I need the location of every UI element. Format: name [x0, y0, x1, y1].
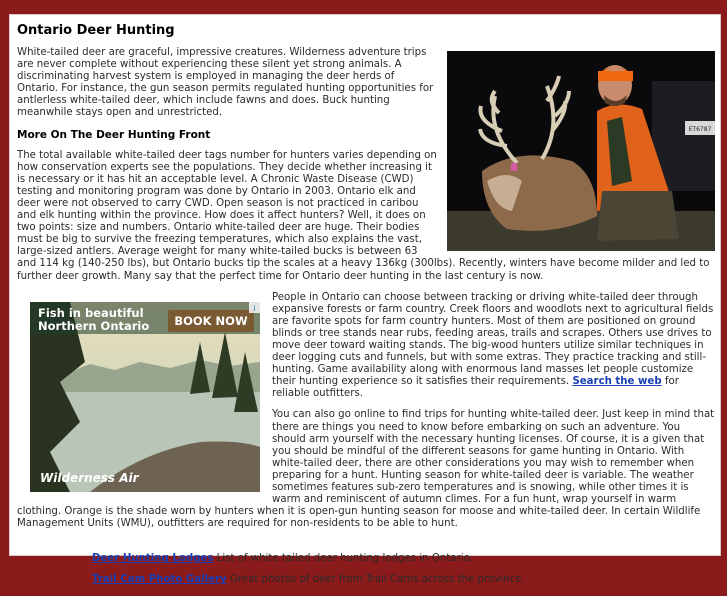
online-trips-paragraph: You can also go online to find trips for hunting white-tailed deer. Just keep in mind that there are things you need to know before embarking on such an adventure. You should arm yourself with the necessary hunting licenses. Of course, it is a given that you should be mindful of the different seasons for game hunting in Ontario. With white-tailed deer, there are other considerations you may wish to remember when preparing for a hunt. Hunting season for white-tailed deer is variable. The weather sometimes features sub-zero temperatures and is snowing, while other times it is warm and reminiscent of autumn climes. For a fun hunt, wrap yourself in warm clothing. Orange is the shade worn by hunters when it is open-gun hunting season for moose and white-tailed deer. In certain Wildlife Management Units (WMU), outfitters are required for non-residents to be able to hunt.: [17, 409, 715, 530]
ad-headline-1: Fish in beautiful: [38, 305, 144, 320]
ad-logo: Wilderness Air: [40, 470, 139, 485]
ad-headline-2: Northern Ontario: [38, 318, 150, 333]
related-link-item: Deer Hunting Lodges List of white tailed deer hunting lodges in Ontario.: [92, 553, 473, 565]
section-heading: More On The Deer Hunting Front: [17, 128, 211, 141]
ad-info-icon[interactable]: i: [253, 303, 256, 313]
hunter-deer-photo: [447, 51, 715, 251]
page-title: Ontario Deer Hunting: [17, 23, 175, 38]
license-plate-text: ET6787: [688, 126, 712, 133]
wilderness-air-ad[interactable]: [30, 302, 260, 492]
intro-paragraph: White-tailed deer are graceful, impressive creatures. Wilderness adventure trips are never complete without experiencing these silent yet strong animals. A discriminating harvest system is employed in managing the deer herds of Ontario. For instance, the gun season permits regulated hunting opportunities for antlerless white-tailed deer, which include fawns and does. Buck hunting meanwhile stays open and unrestricted.: [17, 47, 434, 119]
page-container: [9, 14, 721, 586]
search-web-link[interactable]: Search the web: [572, 376, 662, 388]
related-links: [17, 553, 715, 586]
related-link-item: Trail Cam Photo Gallery Great photos of deer from Trail Cams across the province.: [92, 574, 525, 586]
article: [17, 23, 715, 596]
deer-hunting-lodges-link[interactable]: Deer Hunting Lodges: [92, 553, 214, 565]
trail-cam-gallery-link[interactable]: Trail Cam Photo Gallery: [92, 574, 227, 586]
book-now-label[interactable]: BOOK NOW: [174, 313, 248, 328]
tracking-paragraph: People in Ontario can choose between tracking or driving white-tailed deer through expansive forests or farm country. Creek floors and woodlots next to agricultural fields are favorite spots for farm country hunters. Most of them are positioned on ground blinds or tree stands near rubs, feeding areas, trails and scrapes. Others use drives to move deer toward waiting stands. The big-wood hunters utilize similar techniques in deer logging cuts and funnels, but with some extras. They practice tracking and still-hunting. Game availability along with enormous land masses let people customize their hunting experience so it satisfies their requirements. Search the web for reliable outfitters.: [272, 291, 714, 400]
regulations-paragraph: The total available white-tailed deer tags number for hunters varies depending on how conservation experts see the populations. They decide whether increasing it is necessary or it has hit an acceptable level. A Chronic Waste Disease (CWD) testing and monitoring program was done by Ontario in 2003. Ontario elk and deer were not observed to carry CWD. Open season is not practiced in caribou and elk hunting within the province. How does it affect hunters? Well, it does on two points: size and numbers. Ontario white-tailed deer are huge. Their bodies must be big to survive the freezing temperatures, which also explains the vast, large-sized antlers. Average weight for many white-tailed bucks is between 63 and 114 kg (140-250 lbs), but Ontario bucks tip the scales at a heavy 136kg (300lbs). Recently, winters have become milder and led to further deer growth. Many say that the perfect time for Ontario deer hunting in the last century is now.: [17, 149, 710, 282]
